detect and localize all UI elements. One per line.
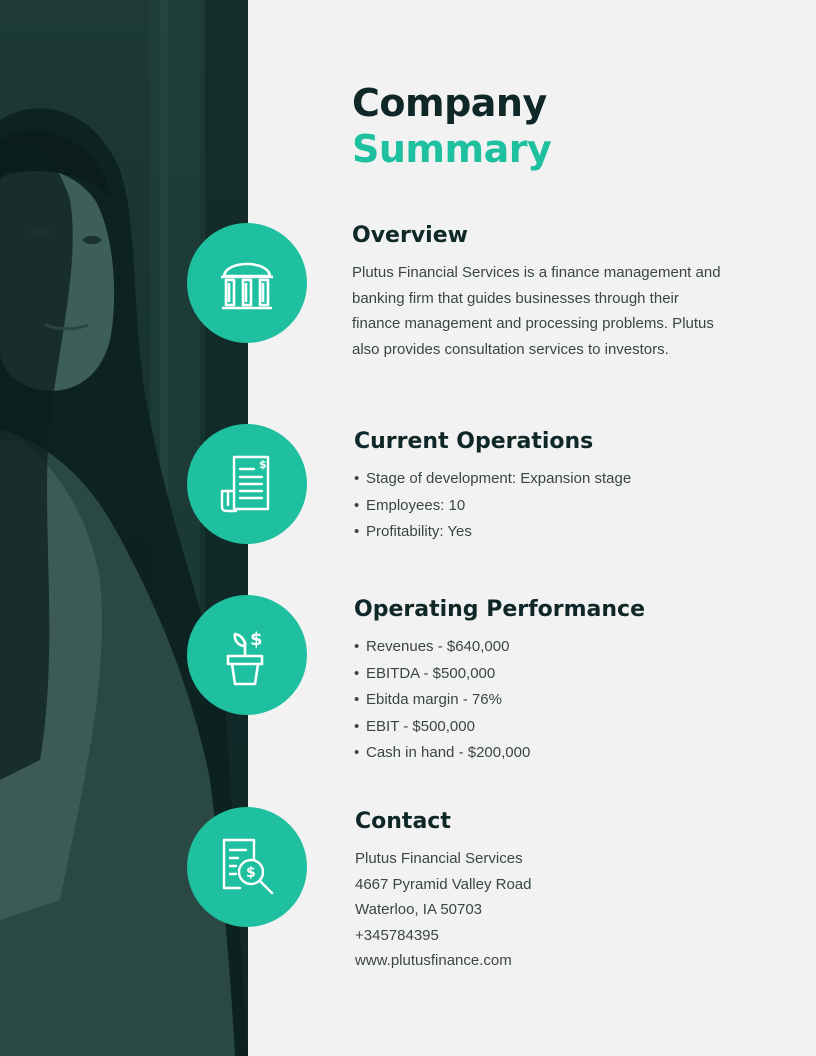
list-item: • EBIT - $500,000 [354,714,724,741]
performance-list [354,634,724,767]
list-item: • EBITDA - $500,000 [354,661,724,688]
contact-section [355,808,725,974]
title-line-2: Summary [352,127,552,171]
performance-section [354,596,724,767]
financial-search-icon [210,830,284,904]
performance-icon-circle [187,595,307,715]
contact-details [355,846,725,974]
svg-text:$: $ [250,629,263,650]
contact-website-link[interactable]: www.plutusfinance.com [355,952,512,970]
list-item: • Profitability: Yes [354,519,724,546]
invoice-document-icon [210,447,284,521]
contact-icon-circle [187,807,307,927]
overview-heading: Overview [352,223,468,248]
operations-icon-circle [187,424,307,544]
performance-heading: Operating Performance [354,597,646,622]
title-line-1: Company [352,81,547,125]
list-item: • Cash in hand - $200,000 [354,740,724,767]
operations-section [354,428,724,546]
list-item: • Employees: 10 [354,493,724,520]
overview-body: Plutus Financial Services is a finance management and banking firm that guides businesses through their finance management and processing problems. Plutus also provides consultation services to investors. [352,264,721,358]
page-title [352,80,551,172]
contact-phone: +345784395 [355,926,439,944]
contact-street-address: 4667 Pyramid Valley Road [355,875,532,893]
operations-list [354,466,724,546]
contact-city-state-zip: Waterloo, IA 50703 [355,901,483,919]
svg-text:$: $ [259,458,267,471]
list-item: • Revenues - $640,000 [354,634,724,661]
money-plant-pot-icon [210,618,284,692]
contact-company-name: Plutus Financial Services [355,850,523,867]
list-item: • Ebitda margin - 76% [354,687,724,714]
overview-section [352,222,722,362]
list-item: • Stage of development: Expansion stage [354,466,724,493]
operations-heading: Current Operations [354,429,594,454]
svg-text:$: $ [246,865,256,881]
overview-icon-circle [187,223,307,343]
contact-heading: Contact [355,809,451,834]
bank-building-icon [210,246,284,320]
